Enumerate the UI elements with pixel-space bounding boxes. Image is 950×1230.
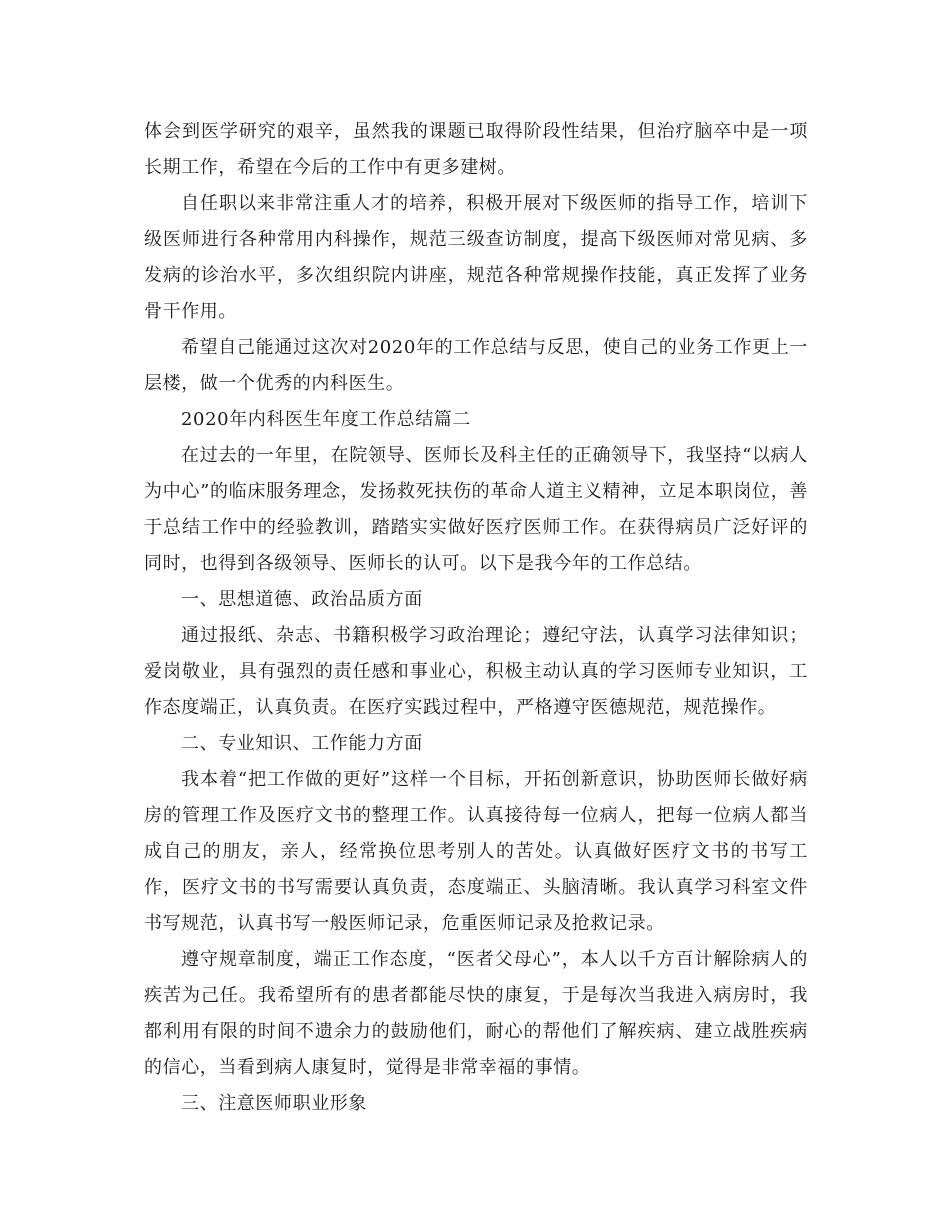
paragraph: 希望自己能通过这次对2020年的工作总结与反思，使自己的业务工作更上一层楼，做一个优秀的内科医生。 xyxy=(144,337,808,394)
paragraph: 通过报纸、杂志、书籍积极学习政治理论；遵纪守法，认真学习法律知识；爱岗敬业，具有强烈的责任感和事业心，积极主动认真的学习医师专业知识，工作态度端正，认真负责。在医疗实践过程中，严格遵守医德规范，规范操作。 xyxy=(144,625,808,718)
document-body xyxy=(144,114,808,1122)
paragraph: 体会到医学研究的艰辛，虽然我的课题已取得阶段性结果，但治疗脑卒中是一项长期工作，希望在今后的工作中有更多建树。 xyxy=(144,121,808,178)
paragraph: 遵守规章制度，端正工作态度，“医者父母心”，本人以千方百计解除病人的疾苦为己任。我希望所有的患者都能尽快的康复，于是每次当我进入病房时，我都利用有限的时间不遗余力的鼓励他们，耐心的帮他们了解疾病、建立战胜疾病的信心，当看到病人康复时，觉得是非常幸福的事情。 xyxy=(144,949,808,1078)
section-title: 2020年内科医生年度工作总结篇二 xyxy=(181,409,472,430)
section-heading: 三、注意医师职业形象 xyxy=(181,1093,367,1114)
paragraph: 我本着“把工作做的更好”这样一个目标，开拓创新意识，协助医师长做好病房的管理工作及医疗文书的整理工作。认真接待每一位病人，把每一位病人都当成自己的朋友，亲人，经常换位思考别人的苦处。认真做好医疗文书的书写工作，医疗文书的书写需要认真负责，态度端正、头脑清晰。我认真学习科室文件书写规范，认真书写一般医师记录，危重医师记录及抢救记录。 xyxy=(144,769,808,934)
section-heading: 一、思想道德、政治品质方面 xyxy=(181,589,423,610)
paragraph: 在过去的一年里，在院领导、医师长及科主任的正确领导下，我坚持“以病人为中心”的临床服务理念，发扬救死扶伤的革命人道主义精神，立足本职岗位，善于总结工作中的经验教训，踏踏实实做好医疗医师工作。在获得病员广泛好评的同时，也得到各级领导、医师长的认可。以下是我今年的工作总结。 xyxy=(144,445,808,574)
section-heading: 二、专业知识、工作能力方面 xyxy=(181,733,423,754)
paragraph: 自任职以来非常注重人才的培养，积极开展对下级医师的指导工作，培训下级医师进行各种常用内科操作，规范三级查访制度，提高下级医师对常见病、多发病的诊治水平，多次组织院内讲座，规范各种常规操作技能，真正发挥了业务骨干作用。 xyxy=(144,193,808,322)
